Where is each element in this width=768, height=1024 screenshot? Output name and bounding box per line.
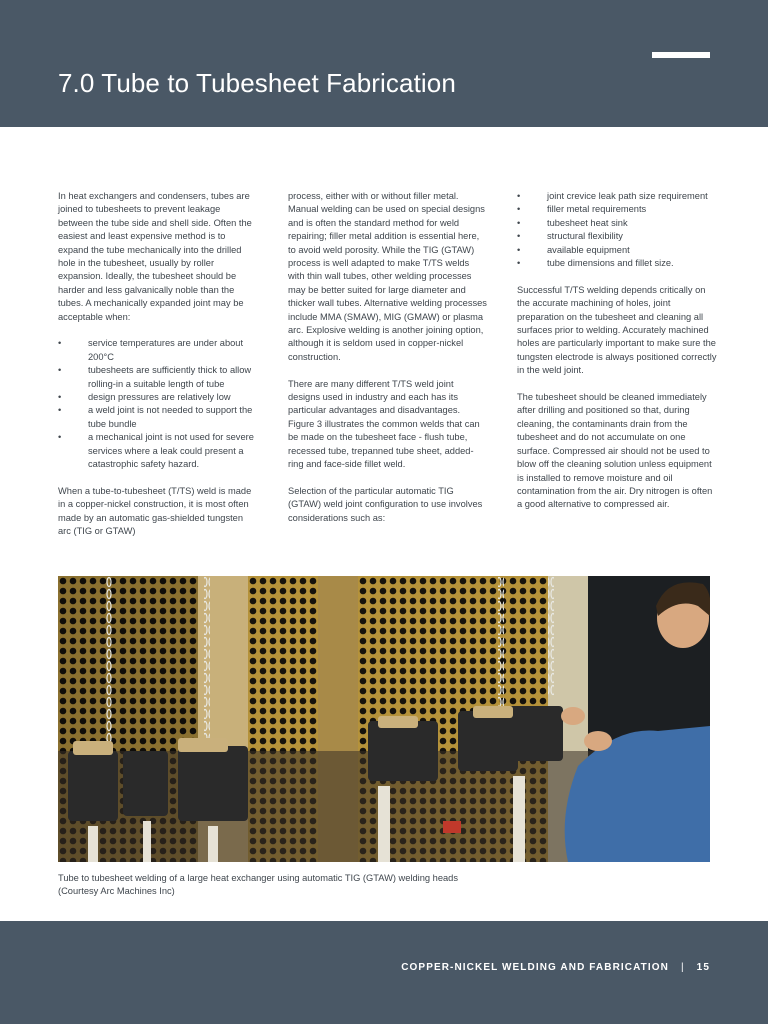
list-item: • structural flexibility: [517, 230, 717, 243]
welding-photo: [58, 576, 710, 862]
text-column-1: [58, 190, 258, 552]
page-number: 15: [696, 962, 710, 973]
bullet-list: [517, 190, 717, 270]
publication-title: COPPER-NICKEL WELDING AND FABRICATION: [401, 962, 669, 973]
paragraph: process, either with or without filler metal. Manual welding can be used on special designs and is often the standard method for weld repairing; filler metal addition is essential here, to avoid weld porosity. While the TIG (GTAW) process is well adapted to make T/TS welds with thin wall tubes, other welding processes may be better suited for large diameter and thicker wall tubes. Alternative welding processes include MMA (SMAW), MIG (GMAW) or plasma arc. Explosive welding is another joining option, although it is seldom used in copper-nickel construction.: [288, 191, 487, 362]
list-item: • service temperatures are under about 200°C: [58, 337, 258, 364]
caption-line: Tube to tubesheet welding of a large heat exchanger using automatic TIG (GTAW) welding heads: [58, 873, 458, 883]
header-accent-bar: [652, 52, 710, 58]
list-item: • design pressures are relatively low: [58, 391, 258, 404]
bullet-list: [58, 337, 258, 471]
paragraph: There are many different T/TS weld joint designs used in industry and each has its particular advantages and disadvantages. Figure 3 illustrates the common welds that can be made on the tubesheet face - flush tube, recessed tube, trepanned tube sheet, added-ring and face-side fillet weld.: [288, 378, 480, 470]
header-band: [0, 0, 768, 127]
text-column-2: [288, 190, 488, 539]
paragraph: Selection of the particular automatic TIG (GTAW) weld joint configuration to use involves considerations such as:: [288, 485, 483, 523]
footer: [401, 962, 710, 973]
photo-caption: [58, 872, 558, 898]
caption-credit: (Courtesy Arc Machines Inc): [58, 886, 175, 896]
page-title: 7.0 Tube to Tubesheet Fabrication: [58, 68, 456, 98]
paragraph: In heat exchangers and condensers, tubes are joined to tubesheets to prevent leakage between the tube side and shell side. Often the easiest and least expensive method is to expand the tube mechanically into the drilled hole in the tubesheet, usually by roller expansion. Ideally, the tubesheet should be harder and less galvanically noble than the tubes. A mechanically expanded joint may be acceptable when:: [58, 191, 252, 322]
list-item: • tubesheets are sufficiently thick to allow rolling-in a suitable length of tube: [58, 364, 258, 391]
text-column-3: [517, 190, 717, 525]
paragraph: Successful T/TS welding depends critically on the accurate machining of holes, joint preparation on the tubesheet and cleaning all surfaces prior to welding. Accurately machined holes are particularly important to make sure the tungsten electrode is always positioned correctly in the weld joint.: [517, 284, 717, 376]
list-item: • a mechanical joint is not used for severe services where a leak could present a catastrophic safety hazard.: [58, 431, 258, 471]
paragraph: When a tube-to-tubesheet (T/TS) weld is made in a copper-nickel construction, it is most often made by an automatic gas-shielded tungsten arc (TIG or GTAW): [58, 485, 252, 537]
paragraph: The tubesheet should be cleaned immediately after drilling and positioned so that, during cleaning, the contaminants drain from the tubesheet and do not accumulate on one surface. Compressed air should not be used to blow off the cleaning solution unless equipment is installed to remove moisture and oil contamination from the air. Dry nitrogen is often a good alternative to compressed air.: [517, 392, 713, 510]
list-item: • filler metal requirements: [517, 203, 717, 216]
footer-separator: |: [680, 962, 685, 973]
list-item: • a weld joint is not needed to support the tube bundle: [58, 404, 258, 431]
list-item: • joint crevice leak path size requirement: [517, 190, 717, 203]
list-item: • available equipment: [517, 244, 717, 257]
list-item: • tube dimensions and fillet size.: [517, 257, 717, 270]
list-item: • tubesheet heat sink: [517, 217, 717, 230]
